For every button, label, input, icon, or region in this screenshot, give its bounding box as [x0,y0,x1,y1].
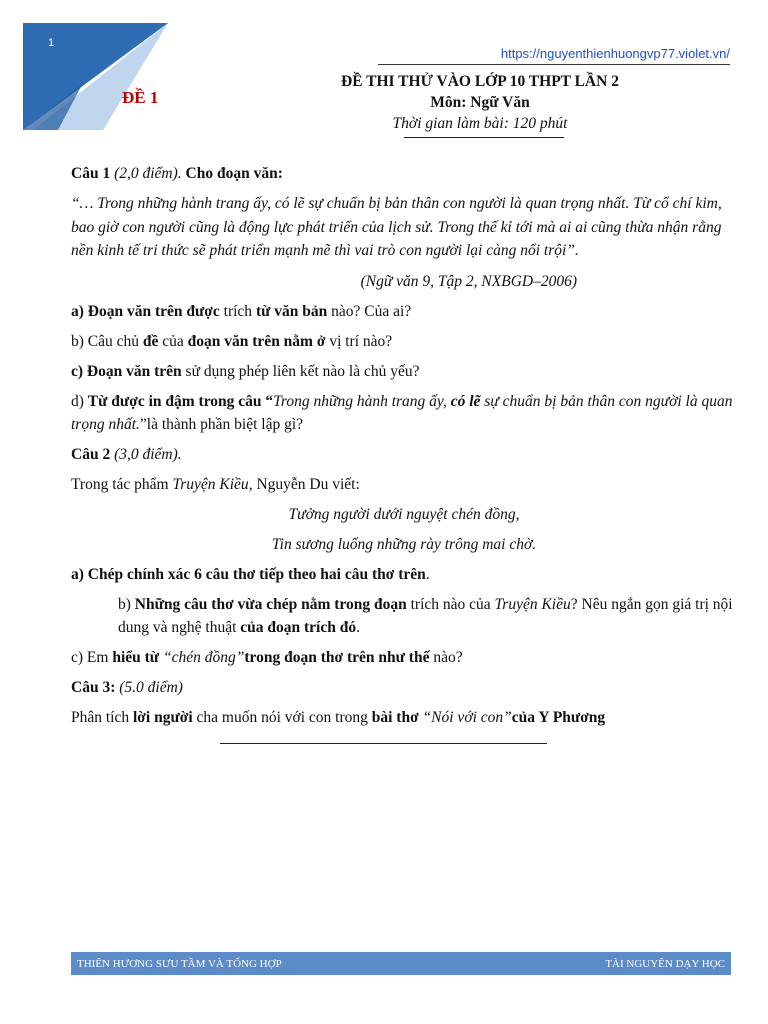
question-2a: a) Chép chính xác 6 câu thơ tiếp theo hai câu thơ trên. [71,565,430,583]
page-number: 1 [48,37,55,49]
title-divider [404,137,564,138]
exam-content [71,162,737,736]
quoted-passage: “… Trong những hành trang ấy, có lẽ sự chuẩn bị bản thân con người là quan trọng nhất. Từ cổ chí kim, bao giờ con người cũng là động lực phát triển của lịch sử. Trong thế kỉ tới mà ai ai cũng thừa nhận rằng nền kinh tế tri thức sẽ phát triển mạnh mẽ thì vai trò con người lại càng nổi trội”. [71,195,722,259]
site-url-link[interactable]: https://nguyenthienhuongvp77.violet.vn/ [500,46,730,61]
question-1-heading: Câu 1 (2,0 điểm). Cho đoạn văn: [71,165,283,182]
page-footer [71,952,731,975]
exam-title: ĐỀ THI THỬ VÀO LỚP 10 THPT LẦN 2 [341,73,619,90]
question-2-heading: Câu 2 (3,0 điểm). [71,445,182,463]
question-3-heading: Câu 3: (5.0 điểm) [71,678,183,696]
exam-subject: Môn: Ngữ Văn [430,94,530,111]
question-2-intro: Trong tác phẩm Truyện Kiều, Nguyễn Du viết: [71,475,360,493]
question-2c: c) Em hiểu từ “chén đồng”trong đoạn thơ trên như thế nào? [71,648,463,666]
question-3-prompt: Phân tích lời người cha muốn nói với con trong bài thơ “Nói với con”của Y Phương [71,708,606,726]
url-underline [378,64,730,65]
question-2b: b) Những câu thơ vừa chép nằm trong đoạn trích nào của Truyện Kiều? Nêu ngắn gọn giá trị nội dung và nghệ thuật của đoạn trích đó. [118,595,733,636]
footer-left-text: THIÊN HƯƠNG SƯU TẦM VÀ TỔNG HỢP [77,957,282,970]
question-1a: a) Đoạn văn trên được trích từ văn bản nào? Của ai? [71,302,412,320]
passage-source: (Ngữ văn 9, Tập 2, NXBGD–2006) [360,272,577,290]
end-divider [220,743,547,744]
poem-line-1: Tưởng người dưới nguyệt chén đồng, [288,505,520,523]
exam-number-label: ĐỀ 1 [122,88,159,107]
exam-time: Thời gian làm bài: 120 phút [392,115,568,132]
footer-right-text: TÀI NGUYÊN DẠY HỌC [605,957,725,970]
question-1d: d) Từ được in đậm trong câu “Trong những hành trang ấy, có lẽ sự chuẩn bị bản thân con người là quan trọng nhất.”là thành phần biệt lập gì? [71,392,733,433]
poem-line-2: Tin sương luống những rày trông mai chờ. [271,535,537,553]
question-1b: b) Câu chủ đề của đoạn văn trên nằm ở vị trí nào? [71,332,393,350]
question-1c: c) Đoạn văn trên sử dụng phép liên kết nào là chủ yếu? [71,362,420,380]
corner-decoration [23,23,168,130]
